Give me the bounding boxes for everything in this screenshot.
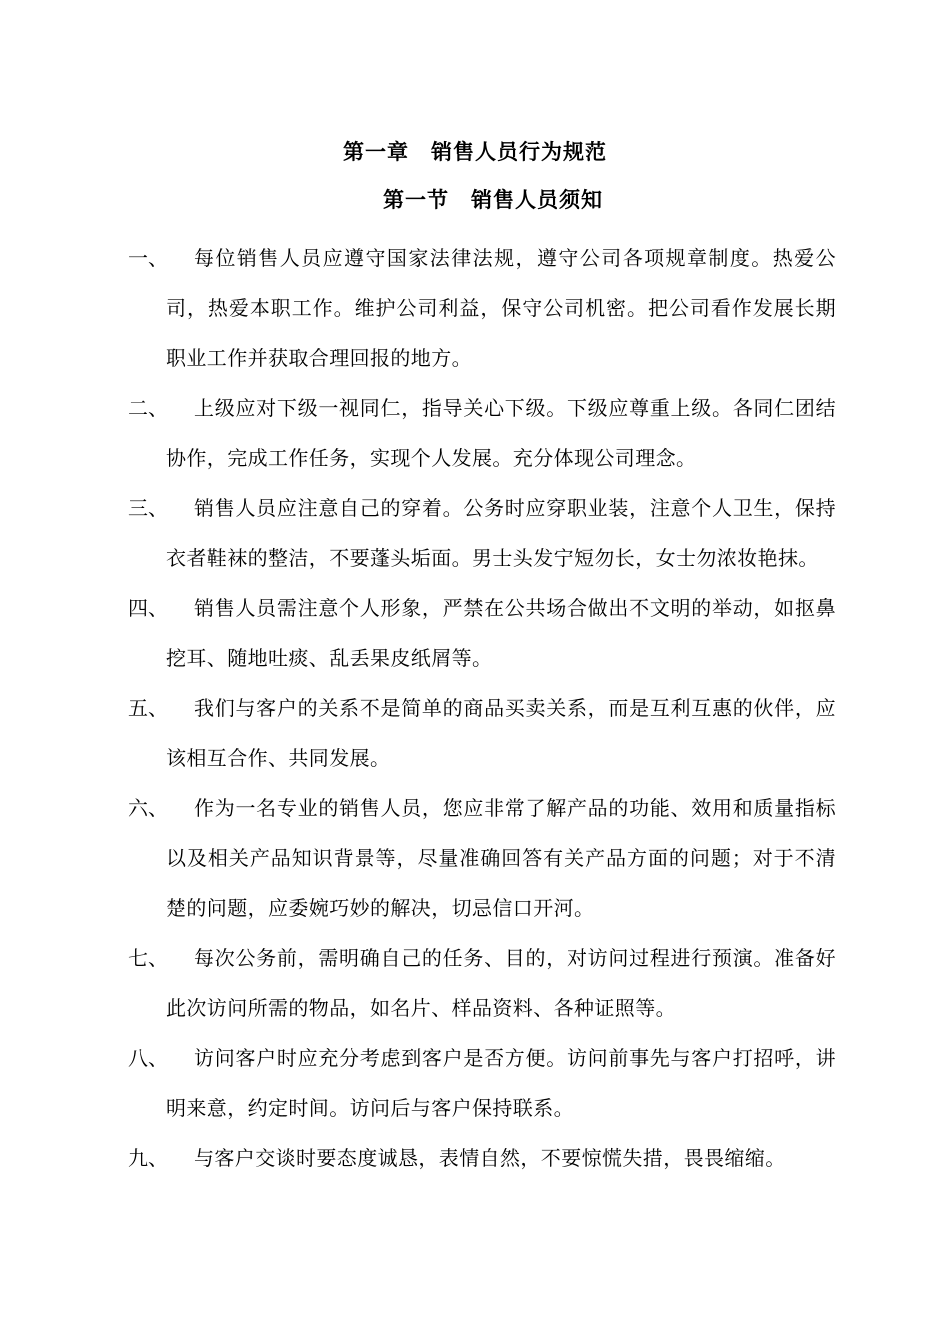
rule-text: 销售人员需注意个人形象，严禁在公共场合做出不文明的举动，如抠鼻挖耳、随地吐痰、乱丢果皮纸屑等。	[166, 596, 836, 670]
rule-number: 九、	[128, 1146, 168, 1170]
rule-text: 上级应对下级一视同仁，指导关心下级。下级应尊重上级。各同仁团结协作，完成工作任务，实现个人发展。充分体现公司理念。	[166, 396, 836, 470]
rule-text: 每次公务前，需明确自己的任务、目的，对访问过程进行预演。准备好此次访问所需的物品，如名片、样品资料、各种证照等。	[166, 946, 836, 1020]
rule-item	[0, 233, 950, 383]
rule-text: 作为一名专业的销售人员，您应非常了解产品的功能、效用和质量指标以及相关产品知识背景等，尽量准确回答有关产品方面的问题；对于不清楚的问题，应委婉巧妙的解决，切忌信口开河。	[166, 796, 836, 920]
rule-text: 销售人员应注意自己的穿着。公务时应穿职业装，注意个人卫生，保持衣者鞋袜的整洁，不要蓬头垢面。男士头发宁短勿长，女士勿浓妆艳抹。	[166, 496, 836, 570]
rule-item	[0, 1133, 950, 1183]
rule-item	[0, 933, 950, 1033]
rule-number: 七、	[128, 946, 168, 970]
rule-text: 访问客户时应充分考虑到客户是否方便。访问前事先与客户打招呼，讲明来意，约定时间。访问后与客户保持联系。	[166, 1046, 836, 1120]
rule-number: 一、	[128, 246, 168, 270]
rule-item	[0, 483, 950, 583]
chapter-number: 第一章	[343, 139, 409, 164]
rule-item	[0, 683, 950, 783]
chapter-title: 销售人员行为规范	[431, 139, 607, 164]
rule-number: 三、	[128, 496, 168, 520]
rules-list	[0, 233, 950, 1183]
section-number: 第一节	[383, 187, 449, 212]
rule-item	[0, 583, 950, 683]
rule-number: 六、	[128, 796, 168, 820]
chapter-heading	[0, 136, 950, 168]
rule-number: 五、	[128, 696, 168, 720]
section-title: 销售人员须知	[471, 187, 603, 212]
rule-text: 每位销售人员应遵守国家法律法规，遵守公司各项规章制度。热爱公司，热爱本职工作。维护公司利益，保守公司机密。把公司看作发展长期职业工作并获取合理回报的地方。	[166, 246, 836, 370]
rule-text: 我们与客户的关系不是简单的商品买卖关系，而是互利互惠的伙伴，应该相互合作、共同发展。	[166, 696, 836, 770]
rule-item	[0, 383, 950, 483]
section-heading	[18, 184, 950, 216]
rule-number: 八、	[128, 1046, 168, 1070]
rule-item	[0, 783, 950, 933]
rule-number: 二、	[128, 396, 168, 420]
rule-text: 与客户交谈时要态度诚恳，表情自然，不要惊慌失措，畏畏缩缩。	[194, 1146, 786, 1170]
rule-item	[0, 1033, 950, 1133]
rule-number: 四、	[128, 596, 168, 620]
